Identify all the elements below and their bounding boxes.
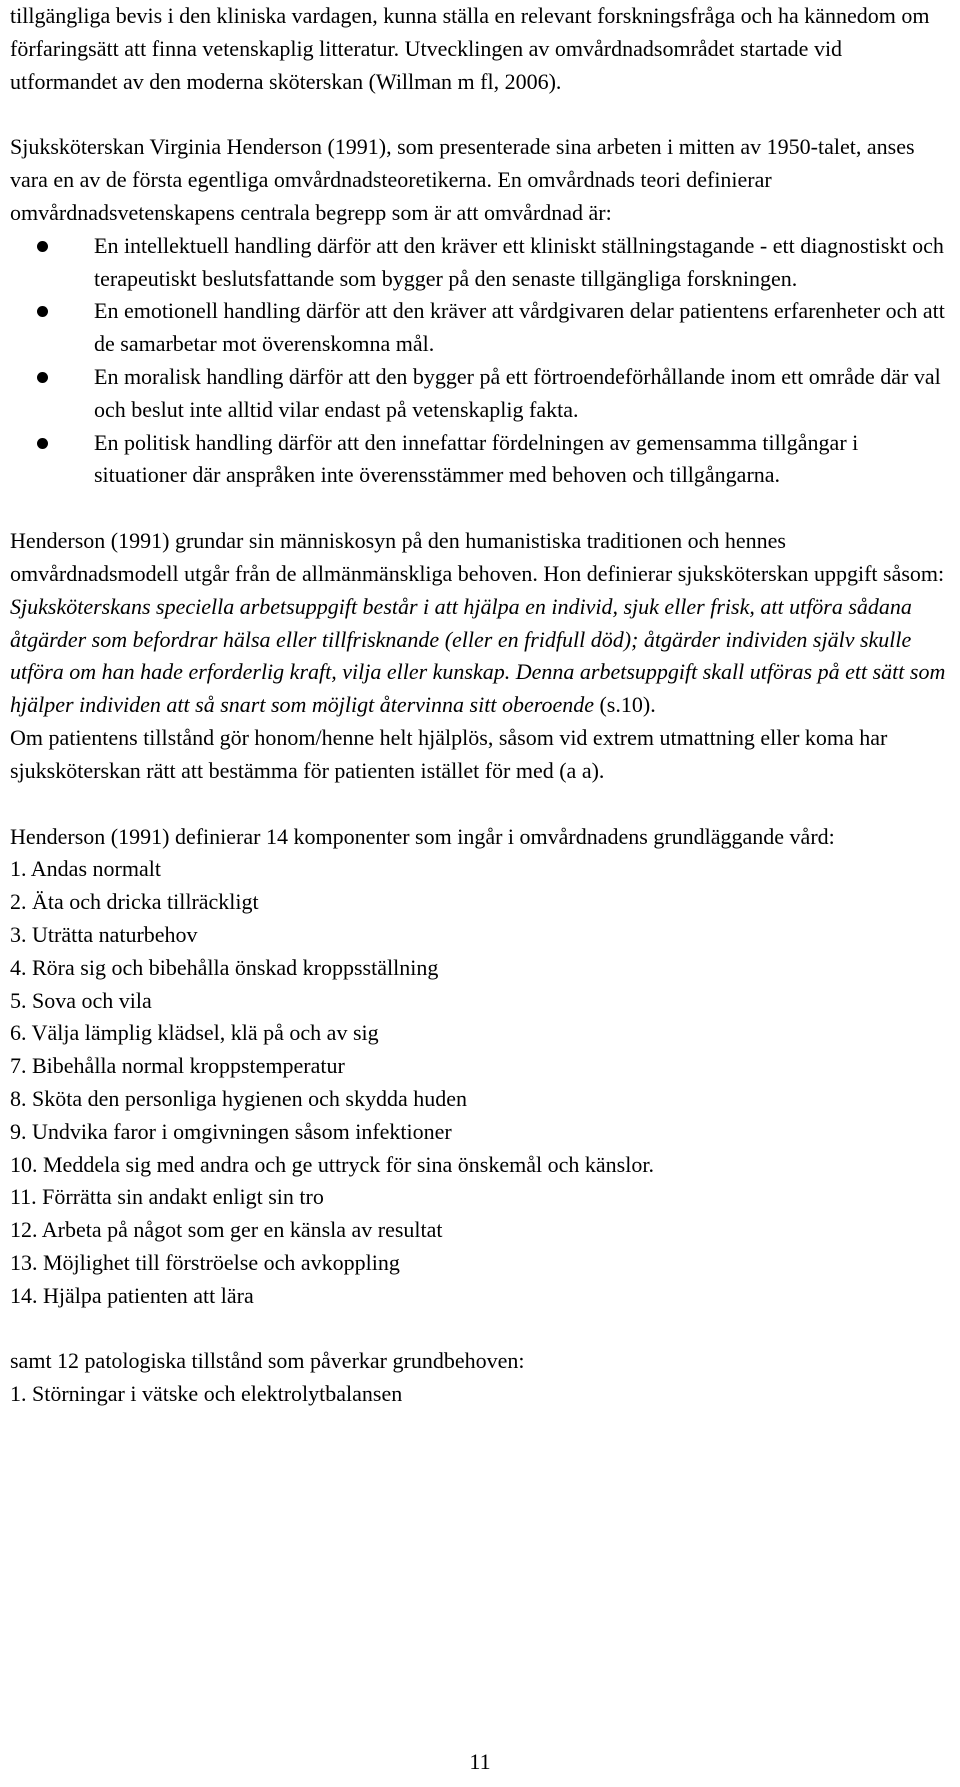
paragraph-henderson-theory: Sjuksköterskan Virginia Henderson (1991), som presenterade sina arbeten i mitten av 1950-talet, anses vara en av de första egentliga omvårdnadsteoretikerna. En omvårdnads teori definierar omvårdnadsvetenskapens centrala begrepp som är att omvårdnad är: (10, 134, 915, 225)
list-item: 3. Uträtta naturbehov (10, 921, 198, 947)
bullet-item (10, 361, 950, 427)
components-list (10, 853, 950, 1312)
bullet-dot-icon (37, 372, 48, 383)
paragraph-human-view-continuation: Om patientens tillstånd gör honom/henne helt hjälplös, såsom vid extrem utmattning eller koma har sjuksköterskan rätt att bestämma för patienten istället för med (a a). (10, 724, 888, 783)
bullet-text: En emotionell handling därför att den kräver att vårdgivaren delar patientens erfarenheter och att de samarbetar mot överenskomna mål. (94, 298, 945, 357)
paragraph-gap (10, 788, 950, 821)
list-item: 11. Förrätta sin andakt enligt sin tro (10, 1184, 324, 1210)
paragraph-gap (10, 492, 950, 525)
pathology-intro: samt 12 patologiska tillstånd som påverkar grundbehoven: (10, 1348, 525, 1374)
paragraph-gap (10, 1312, 950, 1345)
list-item: 10. Meddela sig med andra och ge uttryck för sina önskemål och känslor. (10, 1151, 654, 1177)
list-item: 9. Undvika faror i omgivningen såsom infektioner (10, 1118, 452, 1144)
page-number: 11 (469, 1749, 491, 1774)
list-item: 8. Sköta den personliga hygienen och skydda huden (10, 1085, 468, 1111)
paragraph-gap (10, 98, 950, 131)
components-intro: Henderson (1991) definierar 14 komponenter som ingår i omvårdnadens grundläggande vård: (10, 823, 835, 849)
quote-citation: (s.10). (593, 692, 656, 718)
bullet-item (10, 295, 950, 361)
paragraph-human-view-intro: Henderson (1991) grundar sin människosyn på den humanistiska traditionen och hennes omvårdnadsmodell utgår från de allmänmänskliga behoven. Hon definierar sjuksköterskan uppgift såsom: (10, 528, 945, 586)
list-item: 6. Välja lämplig klädsel, klä på och av sig (10, 1020, 379, 1046)
quote-text: Sjuksköterskans speciella arbetsuppgift består i att hjälpa en individ, sjuk eller frisk, att utföra sådana åtgärder som befordrar hälsa eller tillfrisknande (eller en fridfull död); åtgärder individen själv skulle utföra om han hade erforderlig kraft, vilja eller kunskap. Denna arbetsuppgift skall utföras på ett sätt som hjälper individen att så snart som möjligt återvinna sitt oberoende (10, 593, 946, 718)
pathology-list (10, 1378, 950, 1411)
list-item: 5. Sova och vila (10, 987, 152, 1013)
paragraph-intro: tillgängliga bevis i den kliniska vardagen, kunna ställa en relevant forskningsfråga och ha kännedom om förfaringsätt att finna vetenskaplig litteratur. Utvecklingen av omvårdnadsområdet startade vid utformandet av den moderna sköterskan (Willman m fl, 2006). (10, 3, 930, 94)
bullet-list (10, 230, 950, 492)
bullet-dot-icon (37, 241, 48, 252)
paragraph-human-view (10, 525, 950, 787)
list-item: 12. Arbeta på något som ger en känsla av resultat (10, 1217, 443, 1243)
list-item: 13. Möjlighet till förströelse och avkoppling (10, 1249, 400, 1275)
bullet-text: En moralisk handling därför att den bygger på ett förtroendeförhållande inom ett område där val och beslut inte alltid vilar endast på vetenskaplig fakta. (94, 363, 941, 422)
list-item: 2. Äta och dricka tillräckligt (10, 889, 259, 915)
list-item: 14. Hjälpa patienten att lära (10, 1282, 254, 1308)
bullet-item (10, 427, 950, 493)
list-item: 4. Röra sig och bibehålla önskad kroppsställning (10, 954, 439, 980)
list-item: 1. Andas normalt (10, 856, 161, 882)
bullet-dot-icon (37, 306, 48, 317)
list-item: 1. Störningar i vätske och elektrolytbalansen (10, 1381, 403, 1407)
bullet-text: En politisk handling därför att den innefattar fördelningen av gemensamma tillgångar i situationer där anspråken inte överensstämmer med behoven och tillgångarna. (94, 429, 859, 488)
list-item: 7. Bibehålla normal kroppstemperatur (10, 1053, 345, 1079)
document-page (10, 0, 950, 1411)
bullet-dot-icon (37, 438, 48, 449)
bullet-item (10, 230, 950, 296)
bullet-text: En intellektuell handling därför att den kräver ett kliniskt ställningstagande - ett diagnostiskt och terapeutiskt beslutsfattande som bygger på den senaste tillgängliga forskningen. (94, 232, 944, 291)
